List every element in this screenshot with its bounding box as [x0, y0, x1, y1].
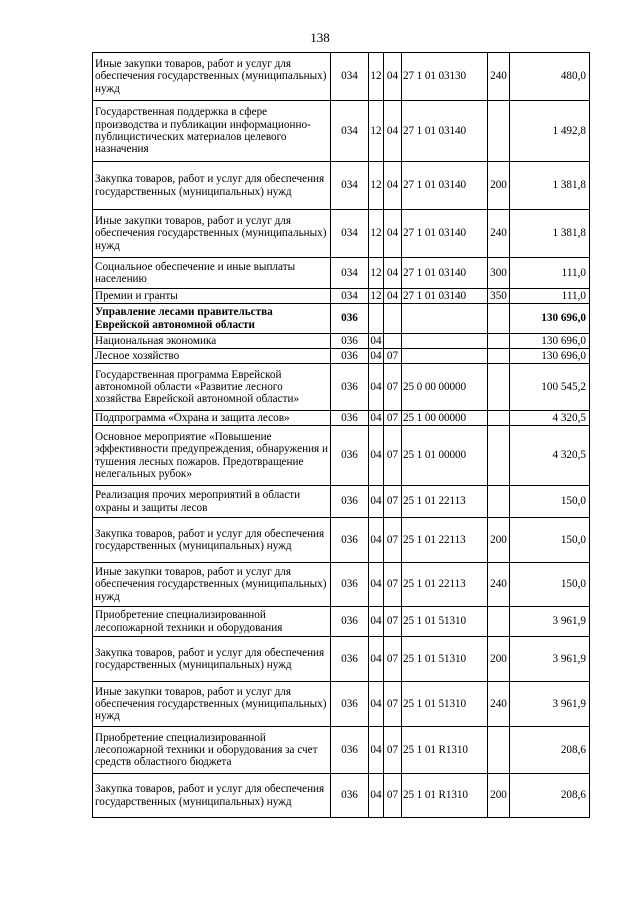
table-row	[93, 210, 590, 258]
expense-type-code	[488, 426, 510, 486]
amount: 111,0	[510, 289, 590, 304]
table-row	[93, 258, 590, 289]
subsection-code: 04	[384, 210, 402, 258]
section-code	[369, 304, 384, 334]
target-article-code	[402, 334, 488, 349]
table-row	[93, 304, 590, 334]
row-name: Иные закупки товаров, работ и услуг для обеспечения государственных (муниципальных) нужд	[93, 53, 331, 101]
table-row	[93, 349, 590, 364]
subsection-code	[384, 304, 402, 334]
row-name: Премии и гранты	[93, 289, 331, 304]
department-code: 034	[331, 162, 369, 210]
target-article-code: 25 1 01 R1310	[402, 774, 488, 818]
page-number: 138	[310, 30, 330, 45]
target-article-code: 25 1 01 51310	[402, 682, 488, 727]
department-code: 036	[331, 411, 369, 426]
expense-type-code: 240	[488, 563, 510, 607]
department-code: 036	[331, 682, 369, 727]
target-article-code: 25 0 00 00000	[402, 364, 488, 411]
target-article-code: 25 1 01 22113	[402, 486, 488, 518]
table-row	[93, 411, 590, 426]
target-article-code: 25 1 00 00000	[402, 411, 488, 426]
amount: 150,0	[510, 486, 590, 518]
amount: 480,0	[510, 53, 590, 101]
target-article-code: 27 1 01 03130	[402, 53, 488, 101]
expense-type-code: 350	[488, 289, 510, 304]
table-row	[93, 53, 590, 101]
target-article-code: 25 1 01 51310	[402, 607, 488, 637]
target-article-code: 25 1 01 R1310	[402, 727, 488, 774]
department-code: 034	[331, 101, 369, 162]
table-row	[93, 727, 590, 774]
row-name: Закупка товаров, работ и услуг для обеспечения государственных (муниципальных) нужд	[93, 637, 331, 682]
expense-type-code	[488, 101, 510, 162]
row-name: Государственная программа Еврейской автономной области «Развитие лесного хозяйства Еврейской автономной области»	[93, 364, 331, 411]
row-name: Закупка товаров, работ и услуг для обеспечения государственных (муниципальных) нужд	[93, 774, 331, 818]
subsection-code: 07	[384, 637, 402, 682]
row-name: Лесное хозяйство	[93, 349, 331, 364]
expense-type-code	[488, 607, 510, 637]
expense-type-code: 200	[488, 518, 510, 563]
row-name: Основное мероприятие «Повышение эффективности предупреждения, обнаружения и тушения лесных пожаров. Предотвращение нелегальных рубок»	[93, 426, 331, 486]
table-row	[93, 486, 590, 518]
target-article-code: 27 1 01 03140	[402, 101, 488, 162]
row-name: Государственная поддержка в сфере производства и публикации информационно-публицистических материалов целевого назначения	[93, 101, 331, 162]
section-code: 12	[369, 53, 384, 101]
row-name: Закупка товаров, работ и услуг для обеспечения государственных (муниципальных) нужд	[93, 162, 331, 210]
amount: 1 492,8	[510, 101, 590, 162]
budget-table	[92, 52, 590, 818]
expense-type-code	[488, 349, 510, 364]
department-code: 036	[331, 563, 369, 607]
table-row	[93, 637, 590, 682]
subsection-code: 04	[384, 289, 402, 304]
table-row	[93, 563, 590, 607]
amount: 3 961,9	[510, 637, 590, 682]
target-article-code: 27 1 01 03140	[402, 289, 488, 304]
subsection-code: 07	[384, 349, 402, 364]
table-row	[93, 162, 590, 210]
subsection-code: 04	[384, 258, 402, 289]
expense-type-code	[488, 486, 510, 518]
amount: 130 696,0	[510, 334, 590, 349]
section-code: 04	[369, 607, 384, 637]
section-code: 04	[369, 774, 384, 818]
subsection-code: 07	[384, 486, 402, 518]
amount: 130 696,0	[510, 349, 590, 364]
department-code: 036	[331, 349, 369, 364]
department-code: 034	[331, 210, 369, 258]
department-code: 036	[331, 364, 369, 411]
row-name: Управление лесами правительства Еврейской автономной области	[93, 304, 331, 334]
department-code: 036	[331, 426, 369, 486]
subsection-code: 04	[384, 162, 402, 210]
section-code: 04	[369, 364, 384, 411]
target-article-code: 27 1 01 03140	[402, 258, 488, 289]
section-code: 04	[369, 518, 384, 563]
expense-type-code: 200	[488, 774, 510, 818]
section-code: 04	[369, 426, 384, 486]
table-row	[93, 774, 590, 818]
department-code: 036	[331, 607, 369, 637]
table-row	[93, 682, 590, 727]
target-article-code: 25 1 01 22113	[402, 518, 488, 563]
budget-table-body	[93, 53, 590, 818]
target-article-code	[402, 304, 488, 334]
department-code: 036	[331, 774, 369, 818]
target-article-code: 27 1 01 03140	[402, 210, 488, 258]
amount: 3 961,9	[510, 607, 590, 637]
target-article-code: 27 1 01 03140	[402, 162, 488, 210]
section-code: 04	[370, 349, 382, 362]
subsection-code: 07	[384, 518, 402, 563]
expense-type-code	[488, 364, 510, 411]
section-code: 12	[369, 162, 384, 210]
section-code: 12	[369, 258, 384, 289]
table-row	[93, 289, 590, 304]
department-code: 036	[331, 727, 369, 774]
expense-type-code	[488, 304, 510, 334]
table-row	[93, 607, 590, 637]
amount: 100 545,2	[510, 364, 590, 411]
subsection-code: 04	[384, 53, 402, 101]
section-code: 04	[370, 411, 382, 424]
subsection-code: 07	[384, 727, 402, 774]
row-name: Закупка товаров, работ и услуг для обеспечения государственных (муниципальных) нужд	[93, 518, 331, 563]
department-code: 034	[331, 289, 369, 304]
target-article-code: 25 1 01 22113	[402, 563, 488, 607]
target-article-code: 25 1 01 51310	[402, 637, 488, 682]
row-name: Иные закупки товаров, работ и услуг для обеспечения государственных (муниципальных) нужд	[93, 682, 331, 727]
department-code: 036	[331, 304, 369, 334]
subsection-code: 07	[384, 774, 402, 818]
subsection-code	[384, 334, 402, 349]
subsection-code: 07	[384, 563, 402, 607]
table-row	[93, 364, 590, 411]
department-code: 034	[331, 53, 369, 101]
section-code: 12	[369, 101, 384, 162]
department-code: 036	[331, 486, 369, 518]
section-code: 04	[369, 563, 384, 607]
section-code: 04	[369, 727, 384, 774]
table-row	[93, 426, 590, 486]
table-row	[93, 518, 590, 563]
amount: 208,6	[510, 727, 590, 774]
expense-type-code: 240	[488, 682, 510, 727]
amount: 1 381,8	[510, 210, 590, 258]
subsection-code: 07	[384, 682, 402, 727]
subsection-code: 07	[384, 364, 402, 411]
amount: 3 961,9	[510, 682, 590, 727]
amount: 130 696,0	[510, 304, 590, 334]
row-name: Иные закупки товаров, работ и услуг для обеспечения государственных (муниципальных) нужд	[93, 563, 331, 607]
expense-type-code: 240	[488, 53, 510, 101]
section-code: 04	[370, 334, 382, 347]
amount: 1 381,8	[510, 162, 590, 210]
row-name: Реализация прочих мероприятий в области охраны и защиты лесов	[93, 486, 331, 518]
row-name: Подпрограмма «Охрана и защита лесов»	[93, 411, 331, 426]
amount: 4 320,5	[510, 411, 590, 426]
subsection-code: 07	[384, 607, 402, 637]
expense-type-code	[488, 334, 510, 349]
amount: 208,6	[510, 774, 590, 818]
table-row	[93, 334, 590, 349]
subsection-code: 07	[384, 426, 402, 486]
expense-type-code	[488, 411, 510, 426]
row-name: Приобретение специализированной лесопожарной техники и оборудования	[93, 607, 331, 637]
section-code: 12	[370, 289, 382, 302]
department-code: 036	[331, 637, 369, 682]
row-name: Иные закупки товаров, работ и услуг для обеспечения государственных (муниципальных) нужд	[93, 210, 331, 258]
expense-type-code: 200	[488, 162, 510, 210]
target-article-code: 25 1 01 00000	[402, 426, 488, 486]
subsection-code: 07	[384, 411, 402, 426]
expense-type-code: 300	[488, 258, 510, 289]
row-name: Национальная экономика	[93, 334, 331, 349]
amount: 111,0	[510, 258, 590, 289]
subsection-code: 04	[384, 101, 402, 162]
department-code: 036	[331, 334, 369, 349]
section-code: 04	[369, 682, 384, 727]
amount: 150,0	[510, 518, 590, 563]
section-code: 04	[369, 486, 384, 518]
expense-type-code: 200	[488, 637, 510, 682]
amount: 4 320,5	[510, 426, 590, 486]
row-name: Приобретение специализированной лесопожарной техники и оборудования за счет средств областного бюджета	[93, 727, 331, 774]
amount: 150,0	[510, 563, 590, 607]
table-row	[93, 101, 590, 162]
department-code: 036	[331, 518, 369, 563]
section-code: 04	[369, 637, 384, 682]
expense-type-code: 240	[488, 210, 510, 258]
row-name: Социальное обеспечение и иные выплаты населению	[93, 258, 331, 289]
section-code: 12	[369, 210, 384, 258]
department-code: 034	[331, 258, 369, 289]
expense-type-code	[488, 727, 510, 774]
target-article-code	[402, 349, 488, 364]
